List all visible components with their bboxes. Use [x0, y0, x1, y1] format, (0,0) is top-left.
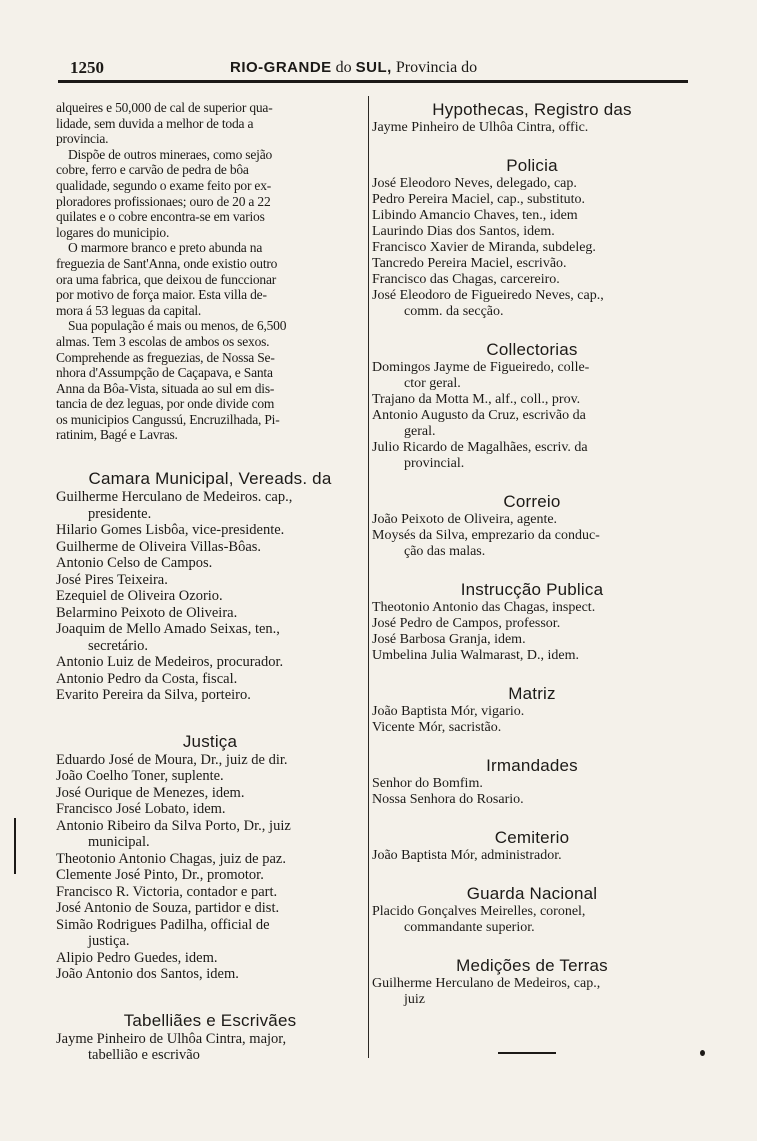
intro-line: Comprehende as freguezias, de Nossa Se- [56, 349, 275, 365]
entry-text: Belarmino Peixoto de Oliveira. [56, 604, 238, 621]
list-item [56, 884, 364, 901]
entry-text: Laurindo Dias dos Santos, idem. [372, 224, 555, 239]
list-item [56, 522, 364, 539]
list-item [372, 224, 692, 240]
entry-continuation: comm. da secção. [404, 304, 504, 319]
list-item [56, 588, 364, 605]
section [372, 828, 692, 864]
list-item [372, 256, 692, 272]
section-title: Matriz [508, 684, 556, 703]
entry-text: Jayme Pinheiro de Ulhôa Cintra, major, [56, 1030, 287, 1047]
end-rule [498, 1052, 556, 1054]
title-sul: SUL, [355, 59, 392, 76]
list-item [56, 950, 364, 967]
list-item [372, 600, 692, 616]
section [372, 492, 692, 560]
list-item [372, 976, 692, 1008]
section-title: Justiça [182, 731, 238, 751]
intro-line: cobre, ferro e carvão de pedra de bôa [56, 162, 249, 178]
intro-line: ploradores profissionaes; ouro de 20 a 22 [56, 193, 271, 209]
list-item [372, 776, 692, 792]
intro-line: por motivo de força maior. Esta villa de- [56, 287, 267, 303]
entry-text: Placido Gonçalves Meirelles, coronel, [372, 904, 586, 919]
entry-list [56, 1031, 364, 1064]
entry-text: Francisco das Chagas, carcereiro. [372, 272, 560, 287]
section-title: Instrucção Publica [460, 580, 604, 599]
intro-line: provincia. [56, 131, 109, 147]
entry-list [56, 489, 364, 704]
intro-paragraph [56, 100, 364, 443]
list-item [372, 648, 692, 664]
section-title: Medições de Terras [456, 956, 608, 975]
entry-text: João Baptista Mór, administrador. [372, 848, 562, 863]
list-item [56, 605, 364, 622]
entry-text: Tancredo Pereira Maciel, escrivão. [372, 256, 567, 271]
list-item [56, 851, 364, 868]
list-item [372, 904, 692, 936]
entry-text: Joaquim de Mello Amado Seixas, ten., [56, 621, 280, 638]
list-item [372, 240, 692, 256]
entry-text: Senhor do Bomfim. [372, 776, 483, 791]
left-sections [56, 469, 364, 1064]
page-header [58, 58, 688, 83]
entry-list [56, 752, 364, 983]
entry-text: Antonio Augusto da Cruz, escrivão da [372, 408, 586, 423]
list-item [56, 621, 364, 654]
intro-line: O marmore branco e preto abunda na [68, 240, 263, 256]
entry-text: Clemente José Pinto, Dr., promotor. [56, 867, 264, 884]
section [372, 156, 692, 320]
entry-text: Jayme Pinheiro de Ulhôa Cintra, offic. [372, 120, 589, 135]
entry-text: Julio Ricardo de Magalhães, escriv. da [372, 440, 588, 455]
section [56, 1011, 364, 1064]
intro-line: Dispõe de outros mineraes, como sejão [68, 146, 273, 162]
list-item [372, 272, 692, 288]
column-divider [368, 96, 369, 1058]
section-title: Collectorias [486, 340, 578, 359]
entry-list [372, 512, 692, 560]
section [56, 732, 364, 983]
list-item [372, 440, 692, 472]
intro-line: nhora d'Assumpção de Caçapava, e Santa [56, 365, 273, 381]
intro-line: tancia de dez leguas, por onde divide com [56, 396, 275, 412]
intro-line: lidade, sem duvida a melhor de toda a [56, 115, 254, 131]
intro-line: freguezia de Sant'Anna, onde existio outro [56, 255, 278, 271]
title-rest: Provincia do [395, 59, 478, 76]
entry-text: Hilario Gomes Lisbôa, vice-presidente. [56, 522, 285, 539]
list-item [56, 900, 364, 917]
section [372, 884, 692, 936]
entry-list [372, 704, 692, 736]
list-item [56, 671, 364, 688]
entry-continuation: juiz [404, 992, 425, 1007]
entry-text: Evarito Pereira da Silva, porteiro. [56, 687, 251, 704]
intro-line: Sua população é mais ou menos, de 6,500 [68, 318, 287, 334]
list-item [56, 768, 364, 785]
entry-list [372, 776, 692, 808]
entry-text: Umbelina Julia Walmarast, D., idem. [372, 648, 580, 663]
entry-list [372, 848, 692, 864]
entry-text: João Coelho Toner, suplente. [56, 768, 224, 785]
list-item [56, 654, 364, 671]
intro-line: alqueires e 50,000 de cal de superior qua- [56, 100, 273, 115]
entry-text: Guilherme Herculano de Medeiros, cap., [372, 976, 601, 991]
section-title: Tabelliães e Escrivães [123, 1010, 297, 1030]
list-item [56, 917, 364, 950]
section [372, 756, 692, 808]
list-item [56, 572, 364, 589]
section [56, 469, 364, 704]
entry-continuation: ctor geral. [404, 376, 461, 391]
entry-continuation: secretário. [88, 637, 148, 654]
end-bullet [700, 1050, 705, 1056]
intro-line: ratinim, Bagé e Lavras. [56, 427, 178, 443]
intro-line: almas. Tem 3 escolas de ambos os sexos. [56, 333, 270, 349]
entry-continuation: commandante superior. [404, 920, 535, 935]
intro-line: quilates e o cobre encontra-se em varios [56, 209, 265, 225]
entry-text: Guilherme de Oliveira Villas-Bôas. [56, 538, 262, 555]
entry-continuation: presidente. [88, 505, 152, 522]
entry-continuation: ção das malas. [404, 544, 486, 559]
list-item [372, 408, 692, 440]
entry-text: Nossa Senhora do Rosario. [372, 792, 524, 807]
entry-text: Francisco R. Victoria, contador e part. [56, 883, 278, 900]
entry-text: José Ourique de Menezes, idem. [56, 784, 245, 801]
section-title: Correio [503, 492, 561, 511]
entry-text: José Antonio de Souza, partidor e dist. [56, 900, 280, 917]
list-item [372, 528, 692, 560]
section-title: Irmandades [486, 756, 578, 775]
list-item [56, 801, 364, 818]
list-item [56, 966, 364, 983]
entry-text: José Pedro de Campos, professor. [372, 616, 561, 631]
entry-text: Guilherme Herculano de Medeiros. cap., [56, 489, 293, 506]
entry-list [372, 360, 692, 472]
section-title: Cemiterio [494, 828, 570, 847]
intro-line: os municipios Cangussú, Encruzilhada, Pi- [56, 411, 280, 427]
list-item [372, 392, 692, 408]
list-item [372, 512, 692, 528]
entry-text: Francisco Xavier de Miranda, subdeleg. [372, 240, 596, 255]
entry-continuation: municipal. [88, 834, 150, 851]
entry-text: Vicente Mór, sacristão. [372, 720, 502, 735]
list-item [56, 489, 364, 522]
entry-continuation: tabellião e escrivão [88, 1047, 200, 1064]
left-column [56, 100, 364, 1064]
right-sections [372, 100, 692, 1008]
entry-text: Theotonio Antonio Chagas, juiz de paz. [56, 850, 286, 867]
list-item [372, 848, 692, 864]
list-item [56, 785, 364, 802]
list-item [372, 120, 692, 136]
margin-mark [14, 818, 16, 874]
entry-text: Domingos Jayme de Figueiredo, colle- [372, 360, 590, 375]
entry-list [372, 176, 692, 320]
title-do: do [335, 59, 352, 76]
intro-line: logares do municipio. [56, 224, 170, 240]
entry-text: Francisco José Lobato, idem. [56, 801, 226, 818]
list-item [56, 539, 364, 556]
entry-text: João Baptista Mór, vigario. [372, 704, 525, 719]
list-item [56, 555, 364, 572]
entry-text: José Pires Teixeira. [56, 571, 168, 588]
entry-text: Antonio Celso de Campos. [56, 555, 213, 572]
section [372, 956, 692, 1008]
intro-line: ora uma fabrica, que deixou de funccionar [56, 271, 277, 287]
intro-line: Anna da Bôa-Vista, situada ao sul em dis- [56, 380, 275, 396]
section-title: Camara Municipal, Vereads. da [88, 469, 332, 489]
list-item [372, 176, 692, 192]
section [372, 684, 692, 736]
section-title: Guarda Nacional [466, 884, 598, 903]
entry-text: Antonio Ribeiro da Silva Porto, Dr., juiz [56, 817, 291, 834]
entry-text: Pedro Pereira Maciel, cap., substituto. [372, 192, 586, 207]
title-state: RIO-GRANDE [230, 59, 332, 76]
entry-list [372, 904, 692, 936]
entry-text: Alipio Pedro Guedes, idem. [56, 949, 218, 966]
list-item [56, 1031, 364, 1064]
list-item [372, 720, 692, 736]
list-item [372, 208, 692, 224]
list-item [56, 752, 364, 769]
entry-text: João Peixoto de Oliveira, agente. [372, 512, 558, 527]
list-item [372, 288, 692, 320]
running-title [230, 59, 477, 77]
entry-list [372, 600, 692, 664]
entry-text: Trajano da Motta M., alf., coll., prov. [372, 392, 581, 407]
entry-text: José Eleodoro de Figueiredo Neves, cap., [372, 288, 604, 303]
entry-text: Theotonio Antonio das Chagas, inspect. [372, 600, 596, 615]
section [372, 580, 692, 664]
entry-text: José Barbosa Granja, idem. [372, 632, 526, 647]
list-item [56, 818, 364, 851]
entry-continuation: provincial. [404, 456, 465, 471]
list-item [56, 687, 364, 704]
entry-continuation: geral. [404, 424, 436, 439]
list-item [372, 192, 692, 208]
list-item [372, 704, 692, 720]
list-item [372, 792, 692, 808]
entry-text: Antonio Pedro da Costa, fiscal. [56, 670, 238, 687]
entry-text: João Antonio dos Santos, idem. [56, 966, 239, 983]
entry-continuation: justiça. [88, 933, 130, 950]
entry-list [372, 120, 692, 136]
list-item [372, 632, 692, 648]
entry-text: Eduardo José de Moura, Dr., juiz de dir. [56, 751, 288, 768]
entry-list [372, 976, 692, 1008]
entry-text: Ezequiel de Oliveira Ozorio. [56, 588, 223, 605]
right-column [372, 100, 692, 1008]
section [372, 340, 692, 472]
section-title: Hypothecas, Registro das [432, 100, 632, 119]
entry-text: Moysés da Silva, emprezario da conduc- [372, 528, 600, 543]
entry-text: Libindo Amancio Chaves, ten., idem [372, 208, 578, 223]
section-title: Policia [506, 156, 558, 175]
entry-text: José Eleodoro Neves, delegado, cap. [372, 176, 577, 191]
section [372, 100, 692, 136]
page-number: 1250 [70, 58, 104, 77]
intro-line: mora á 53 leguas da capital. [56, 302, 202, 318]
list-item [56, 867, 364, 884]
list-item [372, 360, 692, 392]
entry-text: Simão Rodrigues Padilha, official de [56, 916, 270, 933]
entry-text: Antonio Luiz de Medeiros, procurador. [56, 654, 284, 671]
intro-line: qualidade, segundo o exame feito por ex- [56, 177, 272, 193]
list-item [372, 616, 692, 632]
